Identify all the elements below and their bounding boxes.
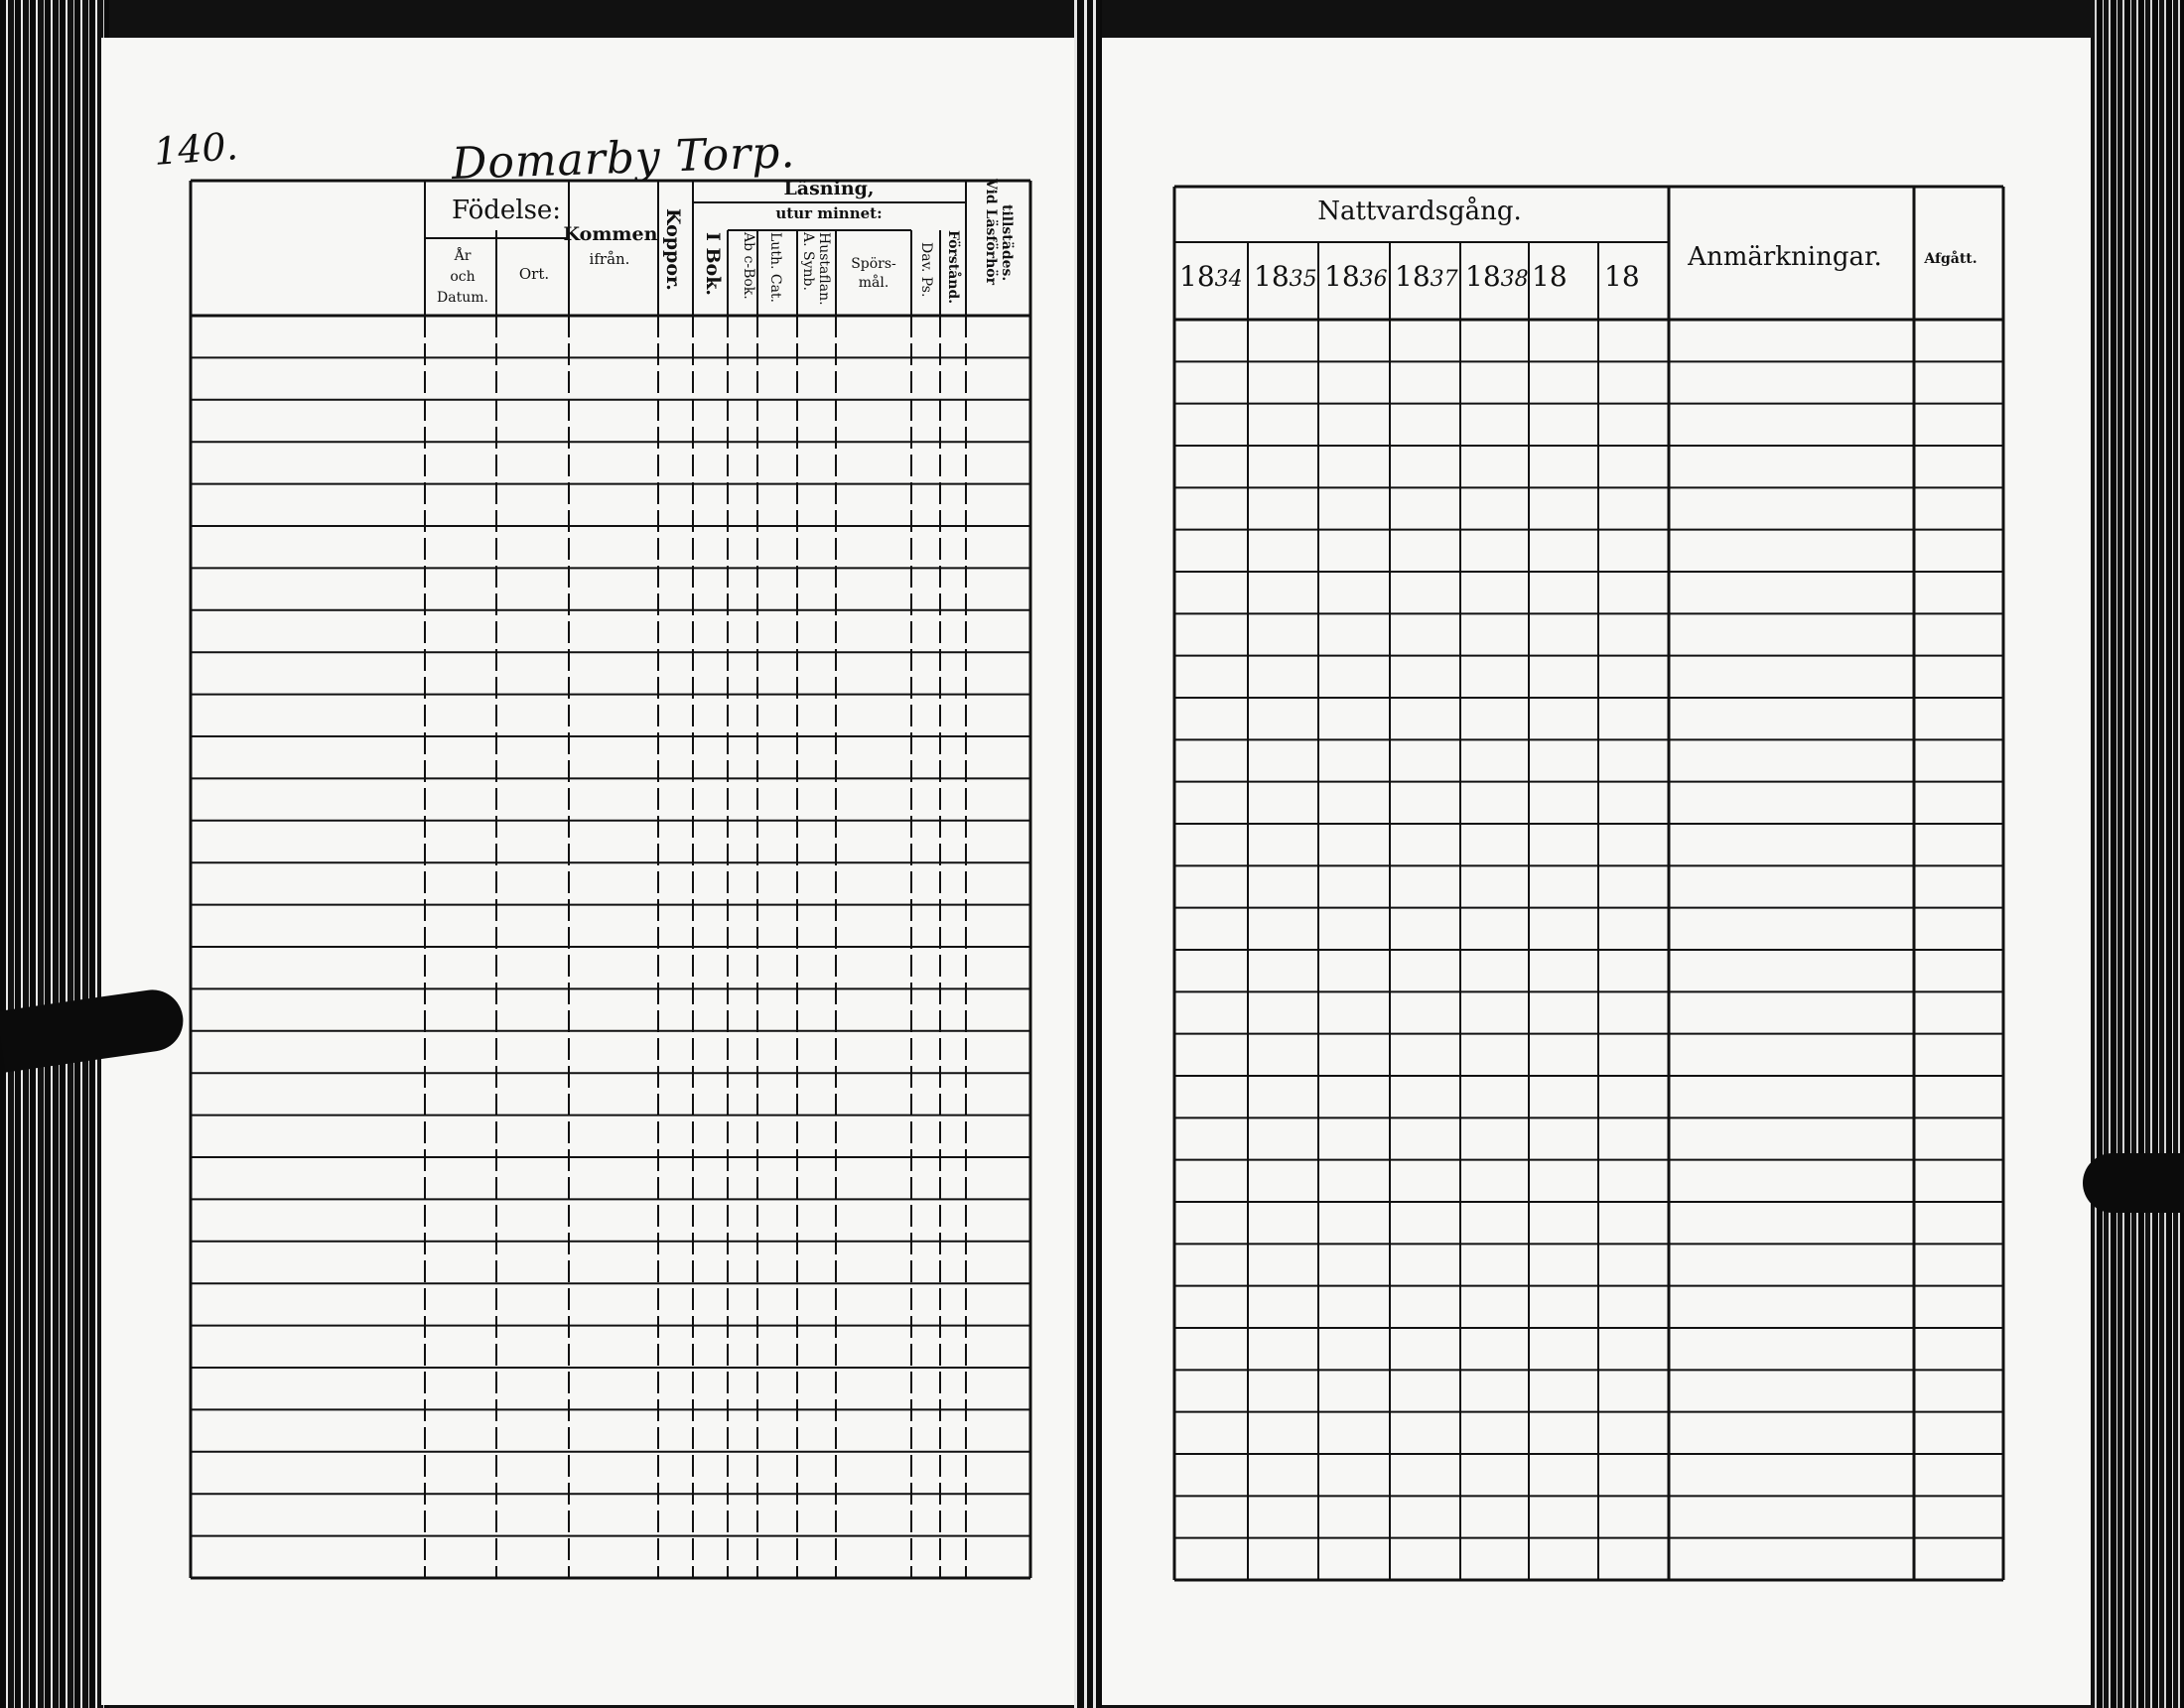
header-lasning: Läsning, <box>783 178 875 199</box>
page-number: 140. <box>152 124 240 174</box>
header-datum: Datum. <box>437 290 488 306</box>
header-mal: mål. <box>858 275 889 291</box>
year-18-blank: 18 <box>1532 260 1568 293</box>
year-1838: 1838 <box>1465 260 1529 293</box>
header-tillstades: tillstädes. <box>999 204 1015 282</box>
header-vid-lasforhor: Vid Läsförhör <box>983 179 999 286</box>
right-ledger-grid <box>1174 187 2003 1580</box>
place-name: Domarby Torp. <box>451 126 797 191</box>
year-18-blank: 18 <box>1604 260 1640 293</box>
header-anmarkningar: Anmärkningar. <box>1688 242 1882 272</box>
header-afgatt: Afgått. <box>1924 251 1978 267</box>
header-ifran: ifrån. <box>589 250 630 268</box>
header-ar: År <box>454 248 472 264</box>
header-och: och <box>450 269 476 285</box>
year-1835: 1835 <box>1254 260 1317 293</box>
header-i-bok: I Bok. <box>702 232 724 297</box>
year-1837: 1837 <box>1395 260 1458 293</box>
left-ledger-grid <box>191 181 1030 1578</box>
header-koppor: Koppor. <box>662 208 684 291</box>
header-dav-ps: Dav. Ps. <box>918 242 934 298</box>
header-ort: Ort. <box>518 265 550 283</box>
header-utur-minnet: utur minnet: <box>775 204 883 222</box>
header-kommen: Kommen <box>563 223 658 245</box>
header-abc-bok: Ab c-Bok. <box>741 232 756 300</box>
year-1834: 1834 <box>1179 260 1243 293</box>
header-fodelse: Födelse: <box>451 196 562 225</box>
header-synb: A. Synb. <box>800 232 816 291</box>
header-luth-cat: Luth. Cat. <box>767 232 783 303</box>
header-spors: Spörs- <box>851 256 896 272</box>
header-forstand: Förstånd. <box>945 230 961 305</box>
header-hustaflan: Hustaflan. <box>816 232 832 306</box>
header-nattvardsgang: Nattvardsgång. <box>1317 197 1522 226</box>
year-1836: 1836 <box>1324 260 1388 293</box>
